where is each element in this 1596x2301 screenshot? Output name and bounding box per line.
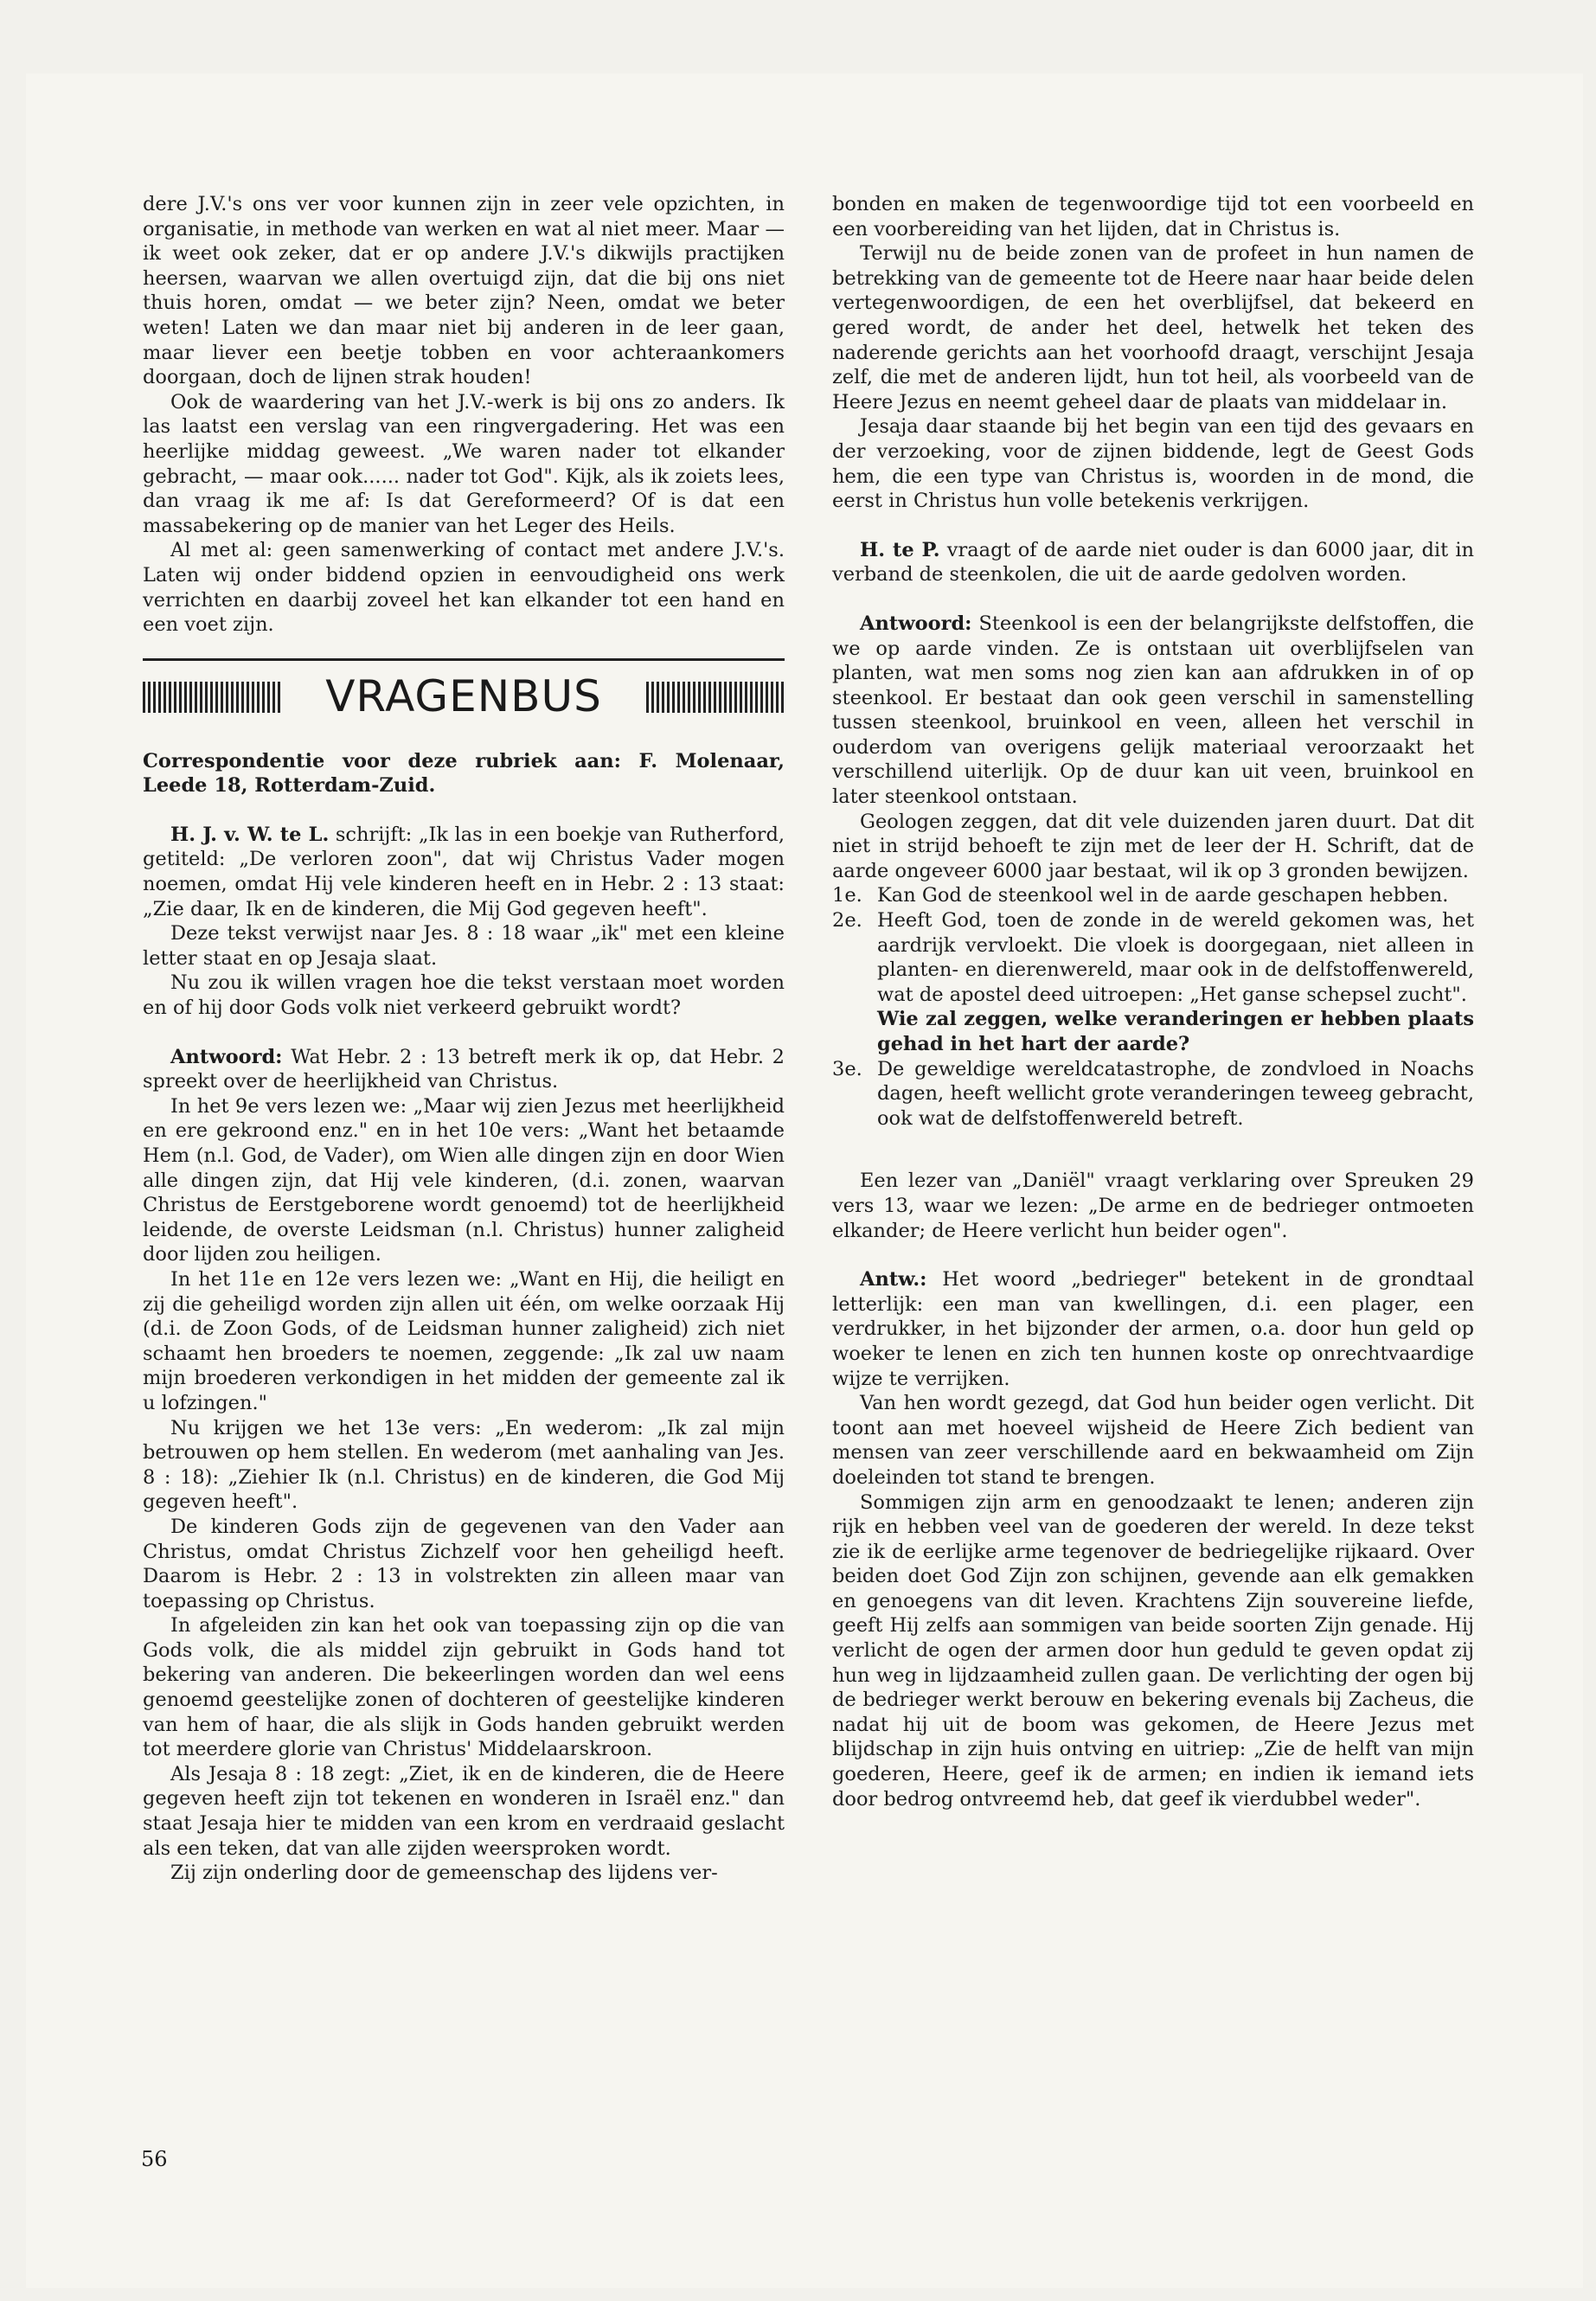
list-item: 1e. Kan God de steenkool wel in de aarde geschapen hebben. xyxy=(832,884,1449,907)
answer-1-p1: Wat Hebr. 2 : 13 betreft merk ik op, dat Hebr. 2 spreekt over de heerlijkheid van Christus. xyxy=(143,1045,785,1093)
answer-1-p3: In het 11e en 12e vers lezen we: „Want en Hij, die heiligt en zij die geheiligd worden zijn allen uit één, om welke oorzaak Hij (d.i. de Zoon Gods, of de Leidsman hunner zaligheid) zich niet schaamt hen broeders te noemen, zeggende: „Ik zal uw naam mijn broederen verkondigen in het midden der gemeente zal ik u lofzingen." xyxy=(143,1267,785,1414)
question-2-text: vraagt of de aarde niet ouder is dan 6000 jaar, dit in verband de steenkolen, die uit de aarde gedolven worden. xyxy=(832,538,1475,586)
answer-1 xyxy=(143,1045,785,1094)
answer-2-label: Antwoord: xyxy=(860,612,972,635)
question-3: Een lezer van „Daniël" vraagt verklaring over Spreuken 29 vers 13, waar we lezen: „De arme en de bedrieger ontmoeten elkander; de Heere verlicht hun beider ogen". xyxy=(832,1170,1474,1242)
answer-1-p7: Als Jesaja 8 : 18 zegt: „Ziet, ik en de kinderen, die de Heere gegeven heeft zijn tot tekenen en wonderen in Israël enz." dan staat Jesaja hier te midden van een krom en verdraaid geslacht als een teken, dat van alle zijden weersproken wordt. xyxy=(143,1762,785,1860)
answer-3-label: Antw.: xyxy=(860,1268,927,1292)
answer-1-p8: Zij zijn onderling door de gemeenschap des lijdens ver- xyxy=(170,1862,718,1885)
answer-2-text: Steenkool is een der belangrijkste delfstoffen, die we op aarde vinden. Ze is ontstaan uit overblijfselen van planten, wat men soms nog zien kan aan afdrukken in of op steenkool. Er bestaat dan ook geen verschil in samenstelling tussen steenkool, bruinkool en veen, alleen het verschil in ouderdom van overigens gelijk materiaal veroorzaakt het verschillend uiterlijk. Op de duur kan uit veen, bruinkool en later steenkool ontstaan. xyxy=(832,612,1474,809)
heading-ornament-right xyxy=(646,682,785,713)
question-1 xyxy=(143,823,785,921)
question-1-text: schrijft: „Ik las in een boekje van Rutherford, getiteld: „De verloren zoon", dat wij Christus Vader mogen noemen, omdat Hij vele kinderen heeft en in Hebr. 2 : 13 staat: „Zie daar, Ik en de kinderen, die Mij God gegeven heeft". xyxy=(143,823,785,920)
list-item: 2e. Heeft God, toen de zonde in de wereld gekomen was, het aardrijk vervloekt. Die vloek is doorgegaan, niet alleen in planten- en dierenwereld, maar ook in de delfstoffenwereld, wat de apostel deed uitroepen: „Het ganse schepsel zucht". xyxy=(832,909,1474,1006)
section-divider xyxy=(143,658,785,661)
answer-3-p2: Van hen wordt gezegd, dat God hun beider ogen verlicht. Dit toont aan met hoeveel wijsheid de Heere Zich bedient van mensen van zeer verschillende aard en bekwaamheid om Zijn doeleinden tot stand te brengen. xyxy=(832,1392,1474,1489)
answer-3-text: Het woord „bedrieger" betekent in de grondtaal letterlijk: een man van kwellingen, d.i. een plager, een verdrukker, in het bijzonder der armen, o.a. door hun geld op woeker te lenen en zich ten hunnen koste op onrechtvaardige wijze te verrijken. xyxy=(832,1268,1474,1390)
question-2 xyxy=(832,538,1474,587)
answer-3 xyxy=(832,1267,1474,1391)
heading-ornament-left xyxy=(143,682,281,713)
right-column xyxy=(832,192,1474,1811)
list-item: Wie zal zeggen, welke veranderingen er hebben plaats gehad in het hart der aarde? xyxy=(877,1008,1474,1055)
answer-2 xyxy=(832,612,1474,810)
question-1-p3: Nu zou ik willen vragen hoe die tekst verstaan moet worden en of hij door Gods volk niet verkeerd gebruikt wordt? xyxy=(143,971,785,1020)
answer-1-label: Antwoord: xyxy=(170,1045,283,1068)
right-paragraph-3: Jesaja daar staande bij het begin van een tijd des gevaars en der verzoeking, voor de zijnen biddende, legt de Geest Gods hem, die een type van Christus is, woorden in de mond, die eerst in Christus hun volle betekenis verkrijgen. xyxy=(832,415,1474,513)
answer-2-points xyxy=(832,883,1474,1131)
question-1-asker: H. J. v. W. te L. xyxy=(170,823,330,846)
answer-1-p6: In afgeleiden zin kan het ook van toepassing zijn op die van Gods volk, die als middel zijn gebruikt in Gods hand tot bekering van anderen. Die bekeerlingen worden dan wel eens genoemd geestelijke zonen of dochteren of geestelijke kinderen van hem of haar, die als slijk in Gods handen gebruikt werden tot meerdere glorie van Christus' Middelaarskroon. xyxy=(143,1614,785,1761)
left-paragraph-3: Al met al: geen samenwerking of contact met andere J.V.'s. Laten wij onder biddend opzien in eenvoudigheid ons werk verrichten en daarbij zoveel het kan elkander tot een hand en een voet zijn. xyxy=(143,539,785,637)
answer-3-p3: Sommigen zijn arm en genoodzaakt te lenen; anderen zijn rijk en hebben veel van de goederen der wereld. In deze tekst zie ik de eerlijke arme tegenover de bedriegelijke rijkaard. Over beiden doet God Zijn zon schijnen, gevende aan elk gemakken en genoegens van dit leven. Krachtens Zijn souvereine liefde, geeft Hij zelfs aan sommigen van beide soorten Zijn genade. Hij verlicht de ogen der armen door hun geduld te geven opdat zij hun weg in lijdzaamheid zullen gaan. De verlichting der ogen bij de bedrieger werkt berouw en bekering evenals bij Zacheus, die nadat hij uit de boom was gekomen, de Heere Jezus met blijdschap in zijn huis ontving en uitriep: „Zie de helft van mijn goederen, Heere, geef ik de armen; en indien ik iemand iets door bedrog ontvreemd heb, dat geef ik vierdubbel weder". xyxy=(832,1490,1474,1811)
list-item: 3e. De geweldige wereldcatastrophe, de zondvloed in Noachs dagen, heeft wellicht grote veranderingen teweeg gebracht, ook wat de delfstoffenwereld betreft. xyxy=(832,1057,1474,1130)
right-paragraph-2: Terwijl nu de beide zonen van de profeet in hun namen de betrekking van de gemeente tot de Heere naar haar beide delen vertegenwoordigen, de een het overblijfsel, dat bekeerd en gered wordt, de ander het deel, hetwelk het teken des naderende gerichts aan het voorhoofd draagt, verschijnt Jesaja zelf, die met de anderen lijdt, hun tot heil, als voorbeeld van de Heere Jezus en neemt geheel daar de plaats van middelaar in. xyxy=(832,242,1474,413)
answer-1-p4: Nu krijgen we het 13e vers: „En wederom: „Ik zal mijn betrouwen op hem stellen. En wederom (met aanhaling van Jes. 8 : 18): „Ziehier Ik (n.l. Christus) en de kinderen, die God Mij gegeven heeft". xyxy=(143,1416,785,1514)
answer-2-p2: Geologen zeggen, dat dit vele duizenden jaren duurt. Dat dit niet in strijd behoeft te zijn met de leer der H. Schrift, dat de aarde ongeveer 6000 jaar bestaat, wil ik op 3 gronden bewijzen. xyxy=(832,810,1474,882)
section-title: VRAGENBUS xyxy=(325,671,602,722)
left-paragraph-2: Ook de waardering van het J.V.-werk is bij ons zo anders. Ik las laatst een verslag van een ringvergadering. Het was een heerlijke middag geweest. „We waren nader tot elkander gebracht, — maar ook...... nader tot God". Kijk, als ik zoiets lees, dan vraag ik me af: Is dat Gereformeerd? Of is dat een massabekering op de manier van het Leger des Heils. xyxy=(143,390,785,537)
section-heading xyxy=(143,670,785,725)
left-paragraph-1: dere J.V.'s ons ver voor kunnen zijn in zeer vele opzichten, in organisatie, in methode van werken en wat al niet meer. Maar —ik weet ook zeker, dat er op andere J.V.'s dikwijls practijken heersen, waarvan we allen overtuigd zijn, dat die bij ons niet thuis horen, omdat — we beter zijn? Neen, omdat we beter weten! Laten we dan maar niet bij anderen in de leer gaan, maar liever een beetje tobben en voor achteraankomers doorgaan, doch de lijnen strak houden! xyxy=(143,193,785,389)
correspondence-note: Correspondentie voor deze rubriek aan: F. Molenaar, Leede 18, Rotterdam-Zuid. xyxy=(143,749,785,798)
left-column xyxy=(143,192,785,1886)
answer-1-p2: In het 9e vers lezen we: „Maar wij zien Jezus met heerlijkheid en ere gekroond enz." en in het 10e vers: „Want het betaamde Hem (n.l. God, de Vader), om Wien alle dingen zijn en door Wien alle dingen zijn, dat Hij vele kinderen, (d.i. zonen, waarvan Christus de Eerstgeborene wordt genoemd) tot de heerlijkheid leidende, de overste Leidsman (n.l. Christus) hunner zaligheid door lijden zou heiligen. xyxy=(143,1094,785,1266)
page-number: 56 xyxy=(141,2147,168,2171)
question-1-p2: Deze tekst verwijst naar Jes. 8 : 18 waar „ik" met een kleine letter staat en op Jesaja slaat. xyxy=(143,922,785,970)
answer-1-p5: De kinderen Gods zijn de gegevenen van den Vader aan Christus, omdat Christus Zichzelf voor hen geheiligd heeft. Daarom is Hebr. 2 : 13 in volstrekten zin alleen maar van toepassing op Christus. xyxy=(143,1515,785,1612)
right-continuation: bonden en maken de tegenwoordige tijd tot een voorbeeld en een voorbereiding van het lijden, dat in Christus is. xyxy=(832,193,1474,240)
question-2-asker: H. te P. xyxy=(860,538,940,561)
